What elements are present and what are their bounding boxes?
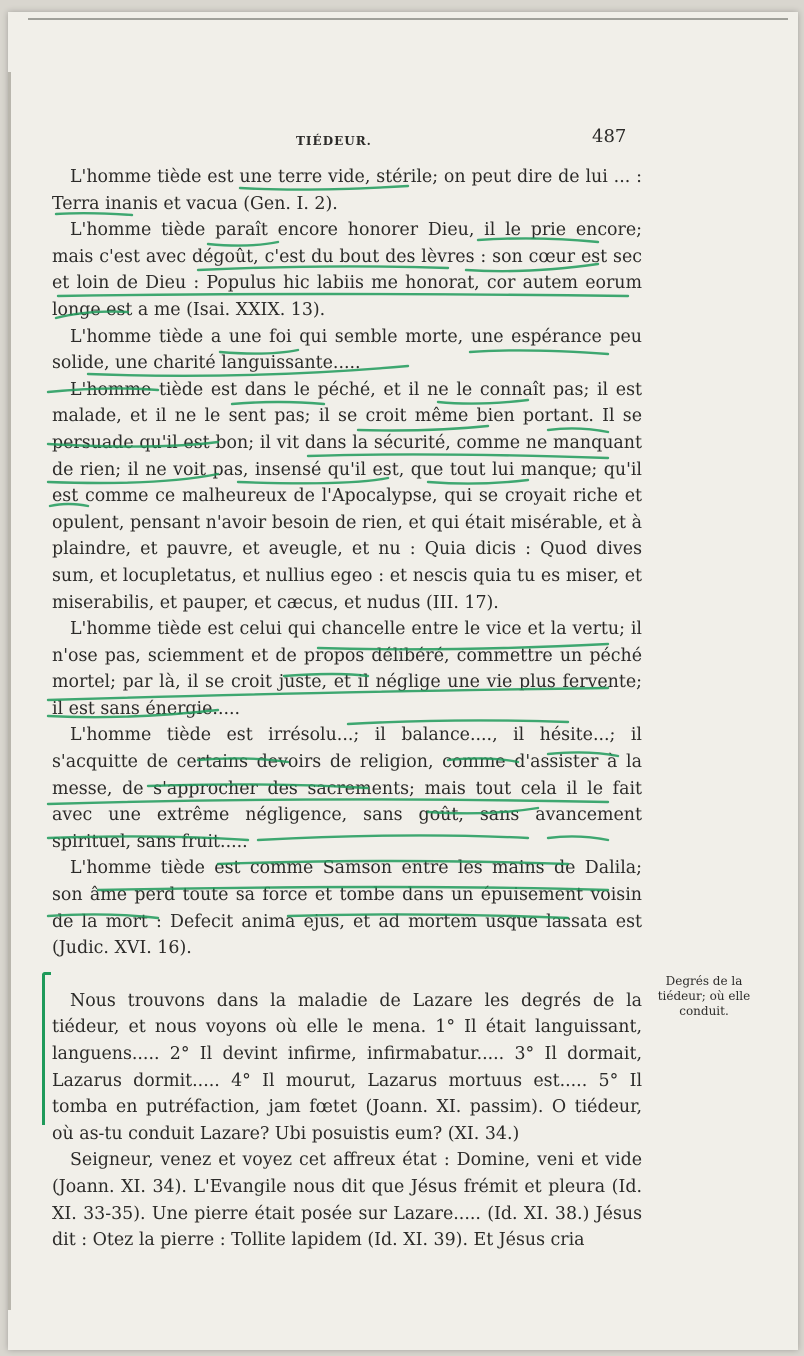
green-margin-bracket [42, 972, 51, 1125]
running-title: TIÉDEUR. [296, 134, 372, 148]
page-number: 487 [592, 126, 627, 147]
paragraph-4: L'homme tiède est dans le péché, et il ne le connaît pas; il est malade, et il ne le sent pas; il se croit même bien portant. Il se persuade qu'il est bon; il vit dans la sécurité, comme ne manquant de rien; il ne voit pas, insensé qu'il est, que tout lui manque; qu'il est comme ce malheureux de l'Apocalypse, qui se croyait riche et opulent, pensant n'avoir besoin de rien, et qui était misérable, et à plaindre, et pauvre, et aveugle, et nu : Quia dicis : Quod dives sum, et locupletatus, et nullius egeo : et nescis quia tu es miser, et miserabilis, et pauper, et cæcus, et nudus (III. 17). [52, 379, 642, 613]
paragraph-2: L'homme tiède paraît encore honorer Dieu, il le prie encore; mais c'est avec dégoût, c'est du bout des lèvres : son cœur est sec et loin de Dieu : Populus hic labiis me honorat, cor autem eorum longe est a me (Isai. XXIX. 13). [52, 220, 642, 320]
paragraph-5: L'homme tiède est celui qui chancelle entre le vice et la vertu; il n'ose pas, sciemment et de propos délibéré, commettre un péché mortel; par là, il se croit juste, et il néglige une vie plus fervente; il est sans énergie..... [52, 619, 642, 719]
paragraph-1: L'homme tiède est une terre vide, stérile; on peut dire de lui ... : Terra inanis et vacua (Gen. I. 2). [52, 167, 642, 214]
paragraph-9: Seigneur, venez et voyez cet affreux état : Domine, veni et vide (Joann. XI. 34). L'Evangile nous dit que Jésus frémit et pleura (Id. XI. 33-35). Une pierre était posée sur Lazare..... (Id. XI. 38.) Jésus dit : Otez la pierre : Tollite lapidem (Id. XI. 39). Et Jésus cria [52, 1150, 642, 1251]
body-text [52, 164, 642, 1254]
paragraph-6: L'homme tiède est irrésolu...; il balance...., il hésite...; il s'acquitte de certains devoirs de religion, comme d'assister à la messe, de s'approcher des sacrements; mais tout cela il le fait avec une extrême négligence, sans goût, sans avancement spirituel, sans fruit..... [52, 725, 642, 852]
page-top-edge [28, 18, 788, 20]
book-page [8, 12, 798, 1350]
margin-note: Degrés de la tiédeur; où elle conduit. [657, 974, 751, 1018]
paragraph-7: L'homme tiède est comme Samson entre les mains de Dalila; son âme perd toute sa force et tombe dans un épuisement voisin de la mort : Defecit anima ejus, et ad mortem usque lassata est (Judic. XVI. 16). [52, 858, 642, 959]
paragraph-3: L'homme tiède a une foi qui semble morte, une espérance peu solide, une charité languissante..... [52, 326, 642, 374]
paragraph-8: Nous trouvons dans la maladie de Lazare les degrés de la tiédeur, et nous voyons où elle le mena. 1° Il était languissant, languens..... 2° Il devint infirme, infirmabatur..... 3° Il dormait, Lazarus dormit..... 4° Il mourut, Lazarus mortuus est..... 5° Il tomba en putréfaction, jam fœtet (Joann. XI. passim). O tiédeur, où as-tu conduit Lazare? Ubi posuistis eum? (XI. 34.) [52, 990, 642, 1144]
page-binding-edge [8, 72, 11, 1310]
section-gap [52, 962, 642, 988]
running-head [8, 122, 798, 152]
